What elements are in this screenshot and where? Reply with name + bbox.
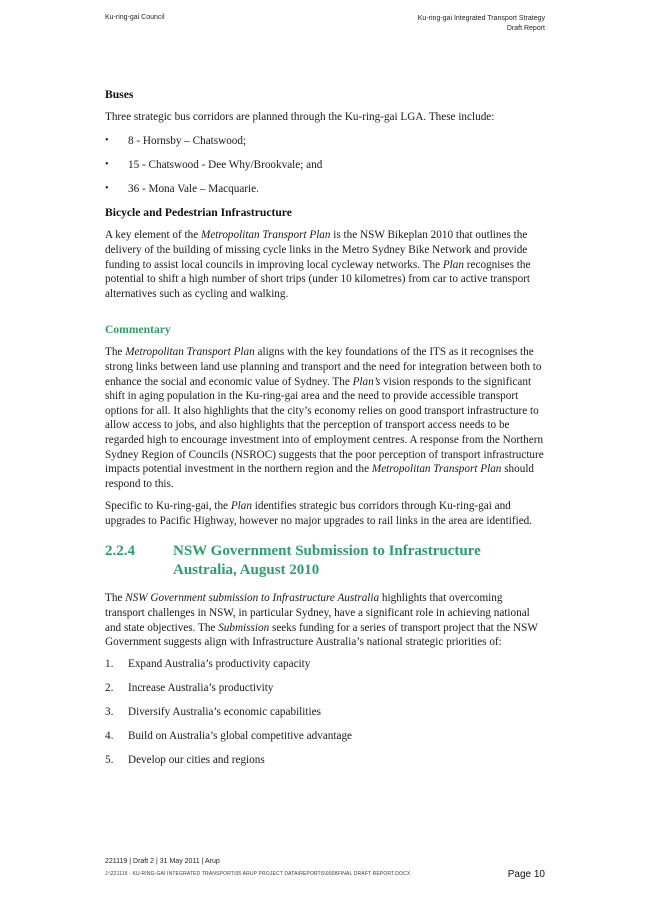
list-number: 1. [105, 657, 114, 670]
paragraph-nsw-submission [105, 591, 545, 649]
list-item-text: 36 - Mona Vale – Macquarie. [128, 182, 259, 195]
heading-buses: Buses [105, 88, 134, 101]
text-run: highlights that overcoming transport challenges in NSW, in particular Sydney, have a significant role in achieving national and state objectives. The [105, 592, 530, 634]
page-header [105, 14, 545, 33]
page-footer [105, 858, 465, 877]
footer-filepath: J:\221119 - KU-RING-GAI INTEGRATED TRANSPORT\05 ARUP PROJECT DATA\REPORTS\0008FINAL DRAFT REPORT.DOCX [105, 871, 411, 877]
italic-text-run: Plan’s [352, 375, 381, 388]
list-item-text: 15 - Chatswood - Dee Why/Brookvale; and [128, 158, 323, 171]
page-number: Page 10 [507, 869, 545, 880]
bullet-icon: • [105, 182, 109, 194]
paragraph-commentary-2 [105, 499, 545, 528]
list-item [105, 681, 545, 696]
bus-corridor-list [105, 134, 545, 197]
list-number: 5. [105, 754, 114, 767]
list-item-text: Build on Australia’s global competitive advantage [128, 730, 353, 743]
paragraph-commentary-1 [105, 345, 545, 491]
bullet-icon: • [105, 158, 109, 170]
list-item [105, 158, 545, 173]
text-run: is the NSW Bikeplan 2010 that outlines the delivery of the building of missing cycle links in the Metro Sydney Bike Network and provide funding to assist local councils in improving local cycleway networks. The [105, 229, 528, 271]
section-title: NSW Government Submission to Infrastructure Australia, August 2010 [173, 543, 481, 579]
list-number: 4. [105, 730, 114, 743]
header-left-text: Ku-ring-gai Council [105, 14, 165, 21]
list-number: 2. [105, 681, 114, 694]
header-right-line2: Draft Report [506, 24, 545, 32]
list-item-text: Develop our cities and regions [128, 754, 265, 767]
list-item [105, 753, 545, 768]
text-run: Specific to Ku-ring-gai, the [105, 500, 231, 513]
section-heading-2-2-4 [105, 542, 545, 580]
text-run: should respond to this. [105, 463, 535, 490]
text-run: A key element of the [105, 229, 201, 242]
heading-commentary: Commentary [105, 323, 171, 337]
header-right-line1: Ku-ring-gai Integrated Transport Strategy [417, 15, 545, 22]
list-item-text: 8 - Hornsby – Chatswood; [128, 134, 247, 147]
strategic-priorities-list [105, 657, 545, 768]
italic-text-run: Plan [230, 500, 252, 513]
bullet-icon: • [105, 134, 109, 146]
text-run: seeks funding for a series of transport project that the NSW Government suggests align with Infrastructure Australia’s national strategic priorities of: [105, 621, 538, 649]
footer-revision-line: 221119 | Draft 2 | 31 May 2011 | Arup [105, 858, 220, 865]
text-run: The [105, 346, 126, 359]
text-run: recognises the potential to shift a high number of short trips (under 10 kilometres) from car to active transport alternatives such as cycling and walking. [105, 258, 531, 300]
list-number: 3. [105, 706, 114, 719]
section-number: 2.2.4 [105, 543, 135, 560]
list-item-text: Expand Australia’s productivity capacity [128, 657, 311, 670]
list-item [105, 134, 545, 149]
list-item [105, 657, 545, 672]
list-item-text: Diversify Australia’s economic capabilities [128, 706, 321, 719]
italic-text-run: Metropolitan Transport Plan [125, 346, 255, 359]
italic-text-run: Submission [218, 621, 270, 634]
paragraph-buses-intro [105, 110, 545, 125]
list-item [105, 182, 545, 197]
italic-text-run: NSW Government submission to Infrastructure Australia [125, 592, 380, 605]
text-run: The [105, 592, 126, 605]
paragraph-bikeplan [105, 228, 545, 301]
header-right [418, 14, 545, 33]
heading-bicycle-pedestrian: Bicycle and Pedestrian Infrastructure [105, 206, 292, 220]
text-run: identifies strategic bus corridors through Ku-ring-gai and upgrades to Pacific Highway, however no major upgrades to rail links in the area are identified. [105, 500, 533, 527]
italic-text-run: Metropolitan Transport Plan [371, 463, 502, 476]
italic-text-run: Plan [442, 258, 464, 271]
text-run: Three strategic bus corridors are planned through the Ku-ring-gai LGA. These include: [105, 111, 495, 123]
italic-text-run: Metropolitan Transport Plan [201, 229, 331, 242]
list-item [105, 705, 545, 720]
text-run: vision responds to the significant shift in aging population in the Ku-ring-gai area and the need to provide accessible transport options for all. It also highlights that the city’s economy relies on good transport infrastructure to allow access to jobs, and also highlights that the perception of transport access needs to be regarded high to encourage investment into of employment centres. A response from the Northern Sydney Region of Councils (NSROC) suggests that the poor perception of transport infrastructure impacts potential investment in the northern region and the [105, 375, 544, 476]
document-body [105, 88, 545, 768]
text-run: aligns with the key foundations of the ITS as it recognises the strong links between land use planning and transport and the need for integration between both to enhance the social and economic value of Sydney. The [105, 346, 542, 388]
list-item-text: Increase Australia’s productivity [128, 681, 274, 694]
list-item [105, 729, 545, 744]
